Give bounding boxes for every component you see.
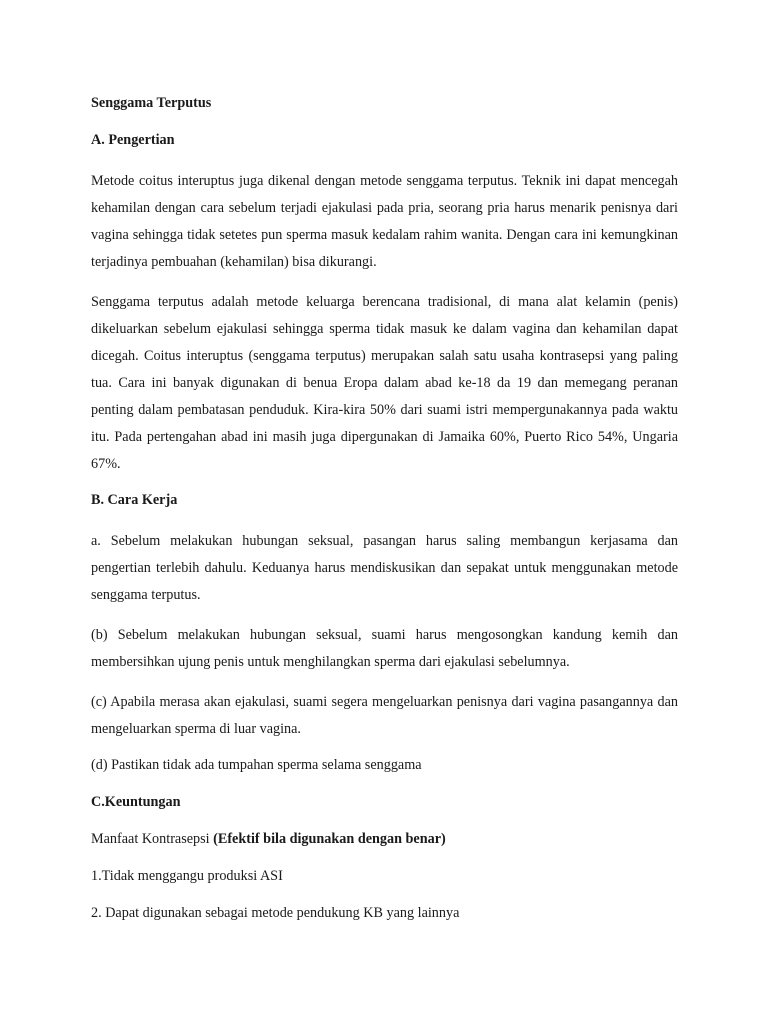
- section-b-step-b: (b) Sebelum melakukan hubungan seksual, suami harus mengosongkan kandung kemih dan membersihkan ujung penis untuk menghilangkan sperma dari ejakulasi sebelumnya.: [91, 627, 678, 670]
- section-b-step-a: a. Sebelum melakukan hubungan seksual, pasangan harus saling membangun kerjasama dan pengertian terlebih dahulu. Keduanya harus mendiskusikan dan sepakat untuk menggunakan metode senggama terputus.: [91, 533, 678, 603]
- document-page: [91, 94, 678, 941]
- section-b-step-c: (c) Apabila merasa akan ejakulasi, suami segera mengeluarkan penisnya dari vagina pasangannya dan mengeluarkan sperma di luar vagina.: [91, 694, 678, 737]
- benefit-item-1: 1.Tidak menggangu produksi ASI: [91, 868, 283, 884]
- section-a-paragraph-1: Metode coitus interuptus juga dikenal dengan metode senggama terputus. Teknik ini dapat mencegah kehamilan dengan cara sebelum terjadi ejakulasi pada pria, seorang pria harus menarik penisnya dari vagina sehingga tidak setetes pun sperma masuk kedalam rahim wanita. Dengan cara ini kemungkinan terjadinya pembuahan (kehamilan) bisa dikurangi.: [91, 173, 678, 270]
- benefit-item-2: 2. Dapat digunakan sebagai metode pendukung KB yang lainnya: [91, 905, 460, 921]
- section-b-step-d: (d) Pastikan tidak ada tumpahan sperma selama senggama: [91, 757, 422, 773]
- section-a-heading: A. Pengertian: [91, 132, 175, 148]
- benefit-intro-text: Manfaat Kontrasepsi: [91, 831, 214, 847]
- benefit-intro-emphasis: (Efektif bila digunakan dengan benar): [213, 831, 446, 847]
- section-a-paragraph-2: Senggama terputus adalah metode keluarga berencana tradisional, di mana alat kelamin (penis) dikeluarkan sebelum ejakulasi sehingga sperma tidak masuk ke dalam vagina dan kehamilan dapat dicegah. Coitus interuptus (senggama terputus) merupakan salah satu usaha kontrasepsi yang paling tua. Cara ini banyak digunakan di benua Eropa dalam abad ke-18 da 19 dan memegang peranan penting dalam pembatasan penduduk. Kira-kira 50% dari suami istri mempergunakannya pada waktu itu. Pada pertengahan abad ini masih juga dipergunakan di Jamaika 60%, Puerto Rico 54%, Ungaria 67%.: [91, 294, 678, 472]
- document-title: Senggama Terputus: [91, 95, 212, 111]
- section-c-heading: C.Keuntungan: [91, 794, 181, 810]
- section-b-heading: B. Cara Kerja: [91, 492, 178, 508]
- benefit-intro: [91, 830, 678, 848]
